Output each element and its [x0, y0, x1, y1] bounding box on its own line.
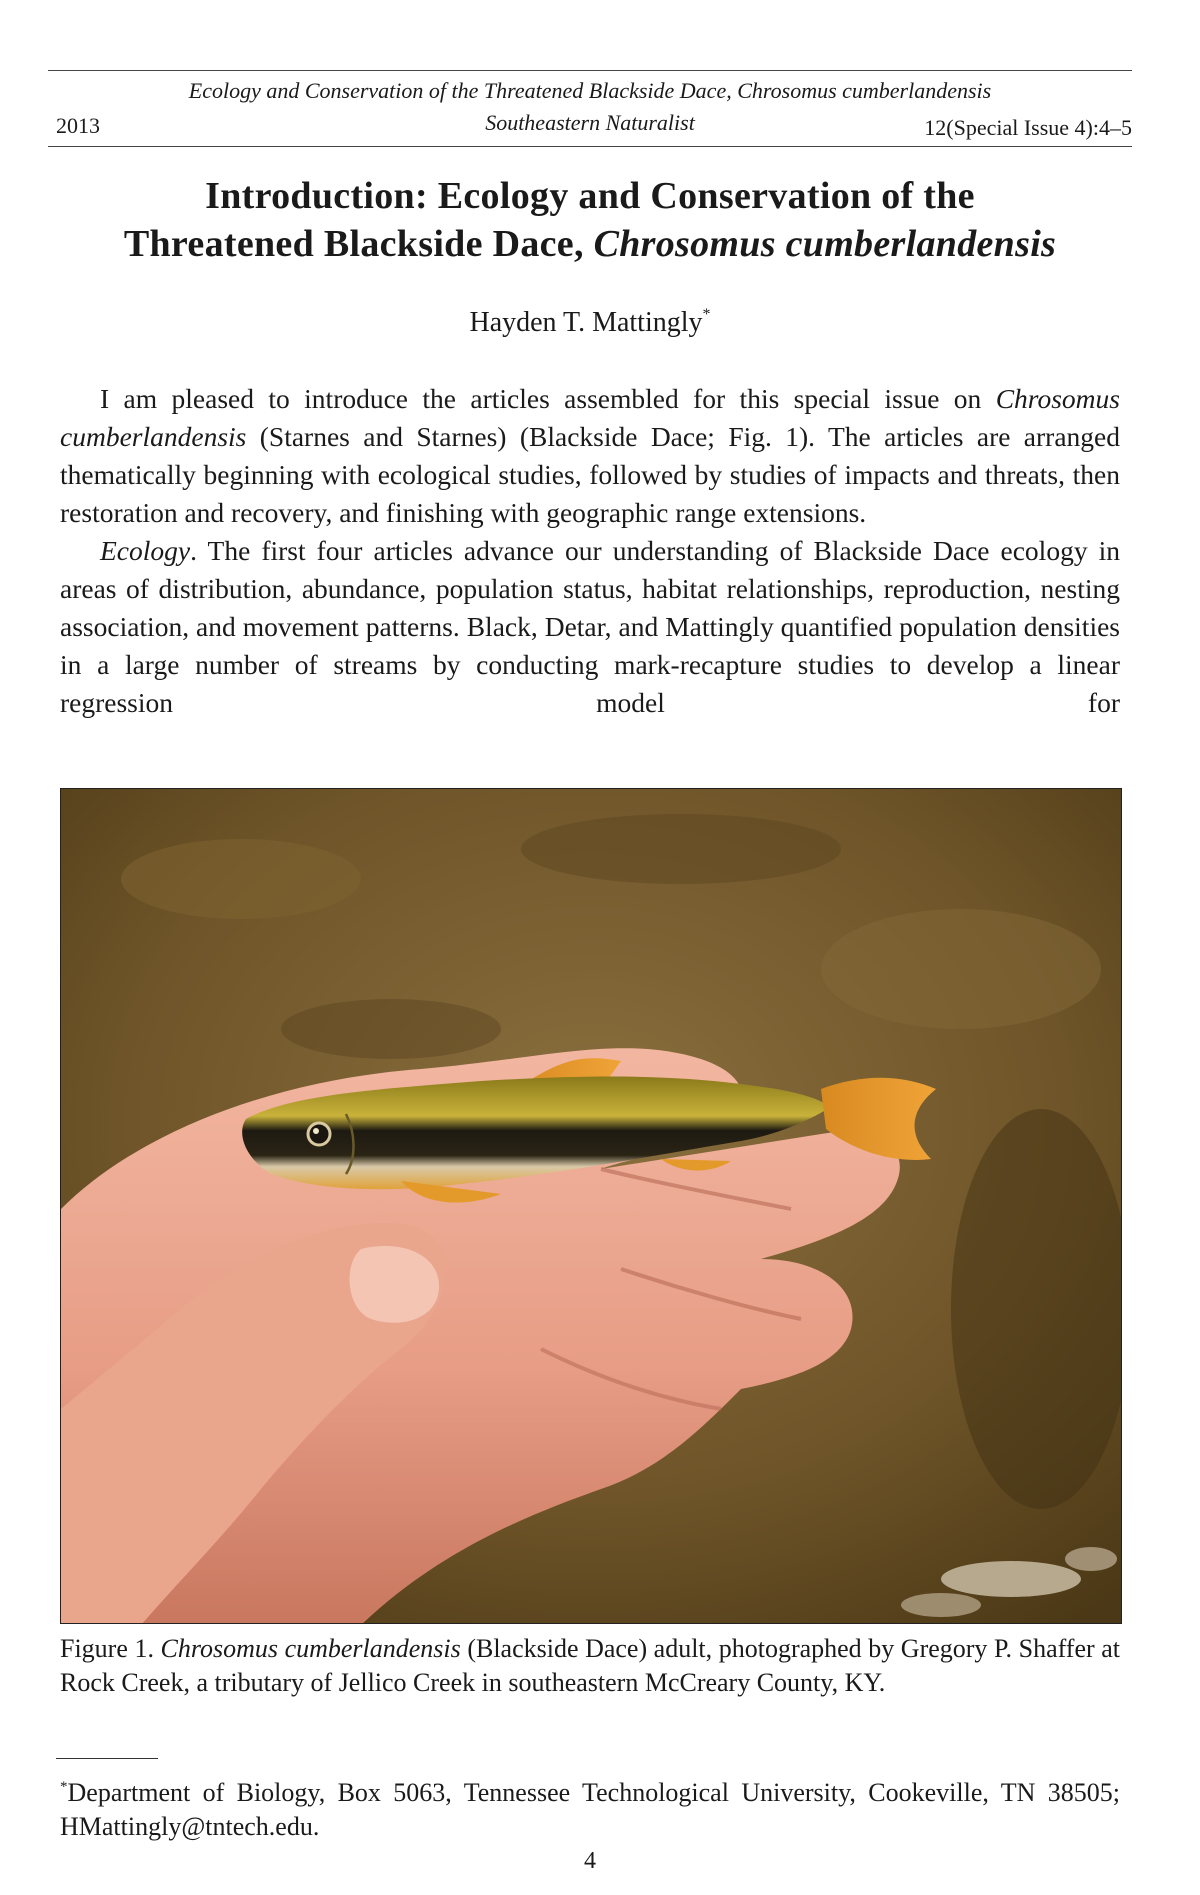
- title-species: Chrosomus cumberlandensis: [593, 223, 1057, 265]
- header-journal: Southeastern Naturalist: [485, 110, 695, 135]
- footnote-mark: *: [60, 1779, 68, 1795]
- footnote-rule: [56, 1758, 158, 1759]
- figure-caption: [60, 1632, 1120, 1700]
- footnote-text: Department of Biology, Box 5063, Tennessee Technological University, Cookeville, TN 38505; HMattingly@tntech.edu.: [60, 1778, 1120, 1841]
- intro-text-b: (Starnes and Starnes) (Blackside Dace; Fig. 1). The articles are arranged thematically beginning with ecological studies, followed by studies of impacts and threats, then restoration and recovery, and finishing with geographic range extensions.: [60, 421, 1120, 528]
- figure-photo: [60, 788, 1122, 1624]
- figure-species: Chrosomus cumberlandensis: [160, 1634, 461, 1663]
- header-bottom-rule: [48, 146, 1132, 147]
- figure-caption-text: (Blackside Dace) adult, photographed by Gregory P. Shaffer at Rock Creek, a tributary of Jellico Creek in southeastern McCreary County, KY.: [60, 1634, 1120, 1697]
- fish-in-hand-illustration: [61, 789, 1122, 1624]
- title-line-1: Introduction: Ecology and Conservation of the: [205, 175, 975, 217]
- author-name: Hayden T. Mattingly: [469, 307, 703, 338]
- paragraph-intro: [60, 380, 1120, 532]
- running-title: Ecology and Conservation of the Threatened Blackside Dace, Chrosomus cumberlandensis: [188, 78, 992, 103]
- header-issue: 12(Special Issue 4):4–5: [924, 115, 1132, 140]
- body-text: [60, 380, 1120, 722]
- paragraph-ecology: [60, 532, 1120, 722]
- author-footnote-mark: *: [702, 306, 711, 323]
- title-line-2-prefix: Threatened Blackside Dace,: [123, 223, 594, 265]
- author: [48, 306, 1132, 339]
- intro-species: Chrosomus cumberlandensis: [60, 383, 1120, 452]
- figure-label: Figure 1.: [60, 1634, 161, 1663]
- intro-text-a: I am pleased to introduce the articles assembled for this special issue on: [100, 383, 996, 414]
- footnote: [60, 1770, 1120, 1844]
- title-line-2: [48, 220, 1132, 268]
- ecology-text: . The first four articles advance our understanding of Blackside Dace ecology in areas of distribution, abundance, population status, habitat relationships, reproduction, nesting association, and movement patterns. Black, Detar, and Mattingly quantified population densities in a large number of streams by conducting mark-recapture studies to develop a linear regression model for: [60, 535, 1120, 718]
- header-top-rule: [48, 70, 1132, 71]
- header-year: 2013: [56, 113, 100, 138]
- article-title: [48, 172, 1132, 268]
- page-number: 4: [584, 1848, 596, 1874]
- ecology-heading: Ecology: [100, 535, 191, 566]
